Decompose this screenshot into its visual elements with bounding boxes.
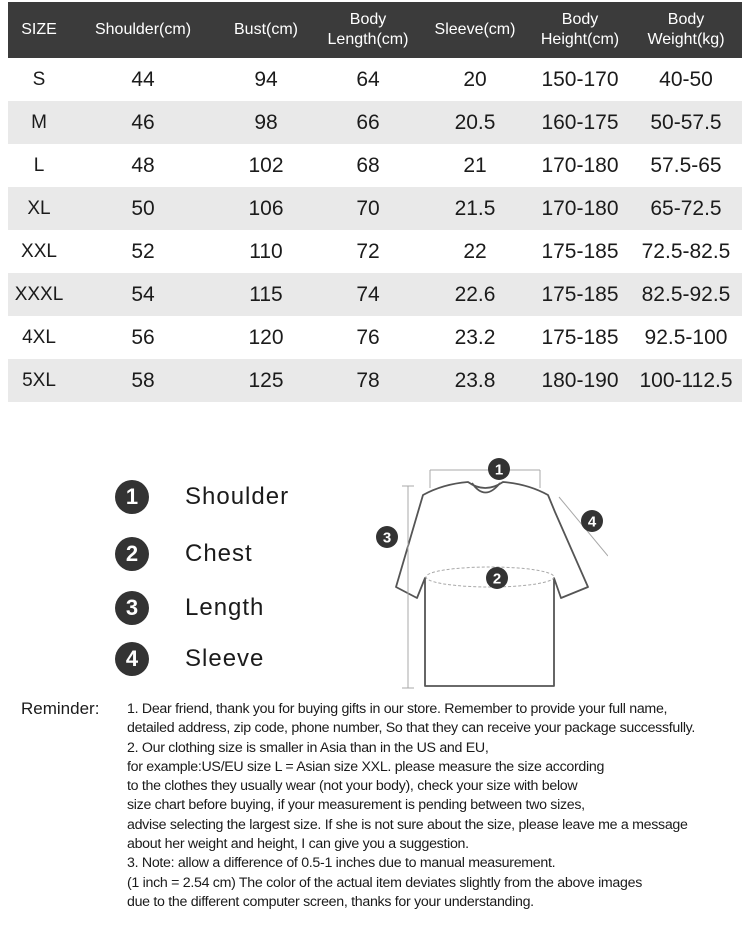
cell-body-length: 78 <box>316 359 420 402</box>
cell-body-weight: 57.5-65 <box>650 153 722 177</box>
number-two-icon: 2 <box>115 537 149 571</box>
cell-body-height: 150-170 <box>541 67 619 91</box>
cell-body-length: 68 <box>356 153 380 177</box>
table-row <box>8 316 742 359</box>
svg-text:1: 1 <box>494 461 504 479</box>
cell-body-height: 180-190 <box>530 359 630 402</box>
reminder-line: (1 inch = 2.54 cm) The color of the actual item deviates slightly from the above images <box>127 874 643 891</box>
cell-shoulder: 46 <box>70 101 216 144</box>
header-body-height: Body Height(cm) <box>530 2 630 58</box>
header-body-weight: Body Weight(kg) <box>630 2 742 58</box>
reminder-text <box>127 700 742 912</box>
size-chart-table <box>8 2 742 402</box>
number-three-icon: 3 <box>115 591 149 625</box>
legend-item-length <box>115 591 264 625</box>
table-row <box>8 359 742 402</box>
cell-sleeve: 20 <box>463 67 487 91</box>
svg-text:3: 3 <box>382 529 392 547</box>
cell-body-weight: 40-50 <box>659 67 713 91</box>
cell-body-height: 170-180 <box>541 153 619 177</box>
table-row <box>8 101 742 144</box>
cell-shoulder: 58 <box>70 359 216 402</box>
cell-bust: 98 <box>216 101 316 144</box>
cell-body-length: 76 <box>356 325 380 349</box>
cell-body-weight: 92.5-100 <box>644 325 728 349</box>
cell-sleeve: 20.5 <box>420 101 530 144</box>
cell-body-length: 72 <box>356 239 380 263</box>
cell-body-height: 160-175 <box>530 101 630 144</box>
cell-body-length: 74 <box>316 273 420 316</box>
cell-bust: 120 <box>248 325 284 349</box>
reminder-line: size chart before buying, if your measurement is pending between two sizes, <box>127 797 585 814</box>
cell-bust: 110 <box>249 239 283 263</box>
cell-size: M <box>8 101 70 144</box>
number-one-icon: 1 <box>115 480 149 514</box>
cell-body-weight: 50-57.5 <box>630 101 742 144</box>
cell-size: L <box>33 154 45 176</box>
table-row <box>8 187 742 230</box>
cell-shoulder: 50 <box>70 187 216 230</box>
cell-body-weight: 65-72.5 <box>630 187 742 230</box>
number-four-icon: 4 <box>115 642 149 676</box>
header-sleeve: Sleeve(cm) <box>420 2 530 58</box>
cell-sleeve: 23.8 <box>420 359 530 402</box>
marker-1-icon <box>488 458 510 480</box>
cell-bust: 94 <box>254 67 278 91</box>
cell-body-length: 70 <box>316 187 420 230</box>
legend-label: Chest <box>185 540 253 567</box>
svg-text:4: 4 <box>587 513 597 531</box>
cell-body-height: 170-180 <box>530 187 630 230</box>
cell-sleeve: 23.2 <box>454 325 496 349</box>
legend-item-shoulder <box>115 480 289 514</box>
table-row <box>8 144 742 187</box>
tshirt-measurement-diagram <box>368 450 608 695</box>
legend-item-sleeve <box>115 642 264 676</box>
reminder-line: due to the different computer screen, thanks for your understanding. <box>127 893 534 910</box>
cell-sleeve: 22 <box>463 239 487 263</box>
reminder-line: 2. Our clothing size is smaller in Asia than in the US and EU, <box>127 739 489 756</box>
header-body-length: Body Length(cm) <box>316 2 420 58</box>
cell-body-weight: 100-112.5 <box>630 359 742 402</box>
cell-bust: 125 <box>216 359 316 402</box>
cell-body-height: 175-185 <box>541 239 619 263</box>
cell-sleeve: 21.5 <box>420 187 530 230</box>
cell-shoulder: 54 <box>70 273 216 316</box>
cell-shoulder: 52 <box>131 239 155 263</box>
reminder-line: advise selecting the largest size. If she is not sure about the size, please leave me a message <box>127 816 688 833</box>
cell-size: 5XL <box>8 359 70 402</box>
cell-body-weight: 72.5-82.5 <box>641 239 731 263</box>
cell-shoulder: 48 <box>131 153 155 177</box>
svg-text:2: 2 <box>492 570 502 588</box>
cell-body-weight: 82.5-92.5 <box>630 273 742 316</box>
reminder-line: for example:US/EU size L = Asian size XXL. please measure the size according <box>127 758 605 775</box>
cell-body-height: 175-185 <box>541 325 619 349</box>
cell-shoulder: 56 <box>131 325 155 349</box>
cell-bust: 115 <box>216 273 316 316</box>
header-size: SIZE <box>8 2 70 58</box>
marker-2-icon <box>486 567 508 589</box>
reminder-line: to the clothes they usually wear (not your body), check your size with below <box>127 778 578 795</box>
reminder-line: detailed address, zip code, phone number, So that they can receive your package successfully. <box>127 720 696 737</box>
cell-size: XXXL <box>8 273 70 316</box>
cell-sleeve: 21 <box>463 153 487 177</box>
legend-label: Sleeve <box>185 645 265 672</box>
reminder-line: 1. Dear friend, thank you for buying gifts in our store. Remember to provide your full name, <box>127 701 668 717</box>
reminder-line: 3. Note: allow a difference of 0.5-1 inches due to manual measurement. <box>127 855 556 872</box>
cell-size: XXL <box>21 240 57 262</box>
cell-bust: 102 <box>248 153 284 177</box>
cell-bust: 106 <box>216 187 316 230</box>
header-bust: Bust(cm) <box>216 2 316 58</box>
reminder-title: Reminder: <box>21 699 100 718</box>
legend-label: Shoulder <box>185 483 290 510</box>
cell-size: 4XL <box>22 326 56 348</box>
cell-body-length: 64 <box>356 67 380 91</box>
cell-size: XL <box>8 187 70 230</box>
legend-item-chest <box>115 537 253 571</box>
table-row <box>8 230 742 273</box>
table-header-row <box>8 2 742 58</box>
cell-size: S <box>32 68 46 90</box>
cell-shoulder: 44 <box>131 67 155 91</box>
table-row <box>8 273 742 316</box>
cell-body-length: 66 <box>316 101 420 144</box>
legend-label: Length <box>185 594 265 621</box>
table-row <box>8 58 742 101</box>
cell-sleeve: 22.6 <box>420 273 530 316</box>
marker-3-icon <box>376 526 398 548</box>
header-shoulder: Shoulder(cm) <box>70 2 216 58</box>
marker-4-icon <box>581 510 603 532</box>
reminder-line: about her weight and height, I can give you a suggestion. <box>127 836 469 853</box>
cell-body-height: 175-185 <box>530 273 630 316</box>
